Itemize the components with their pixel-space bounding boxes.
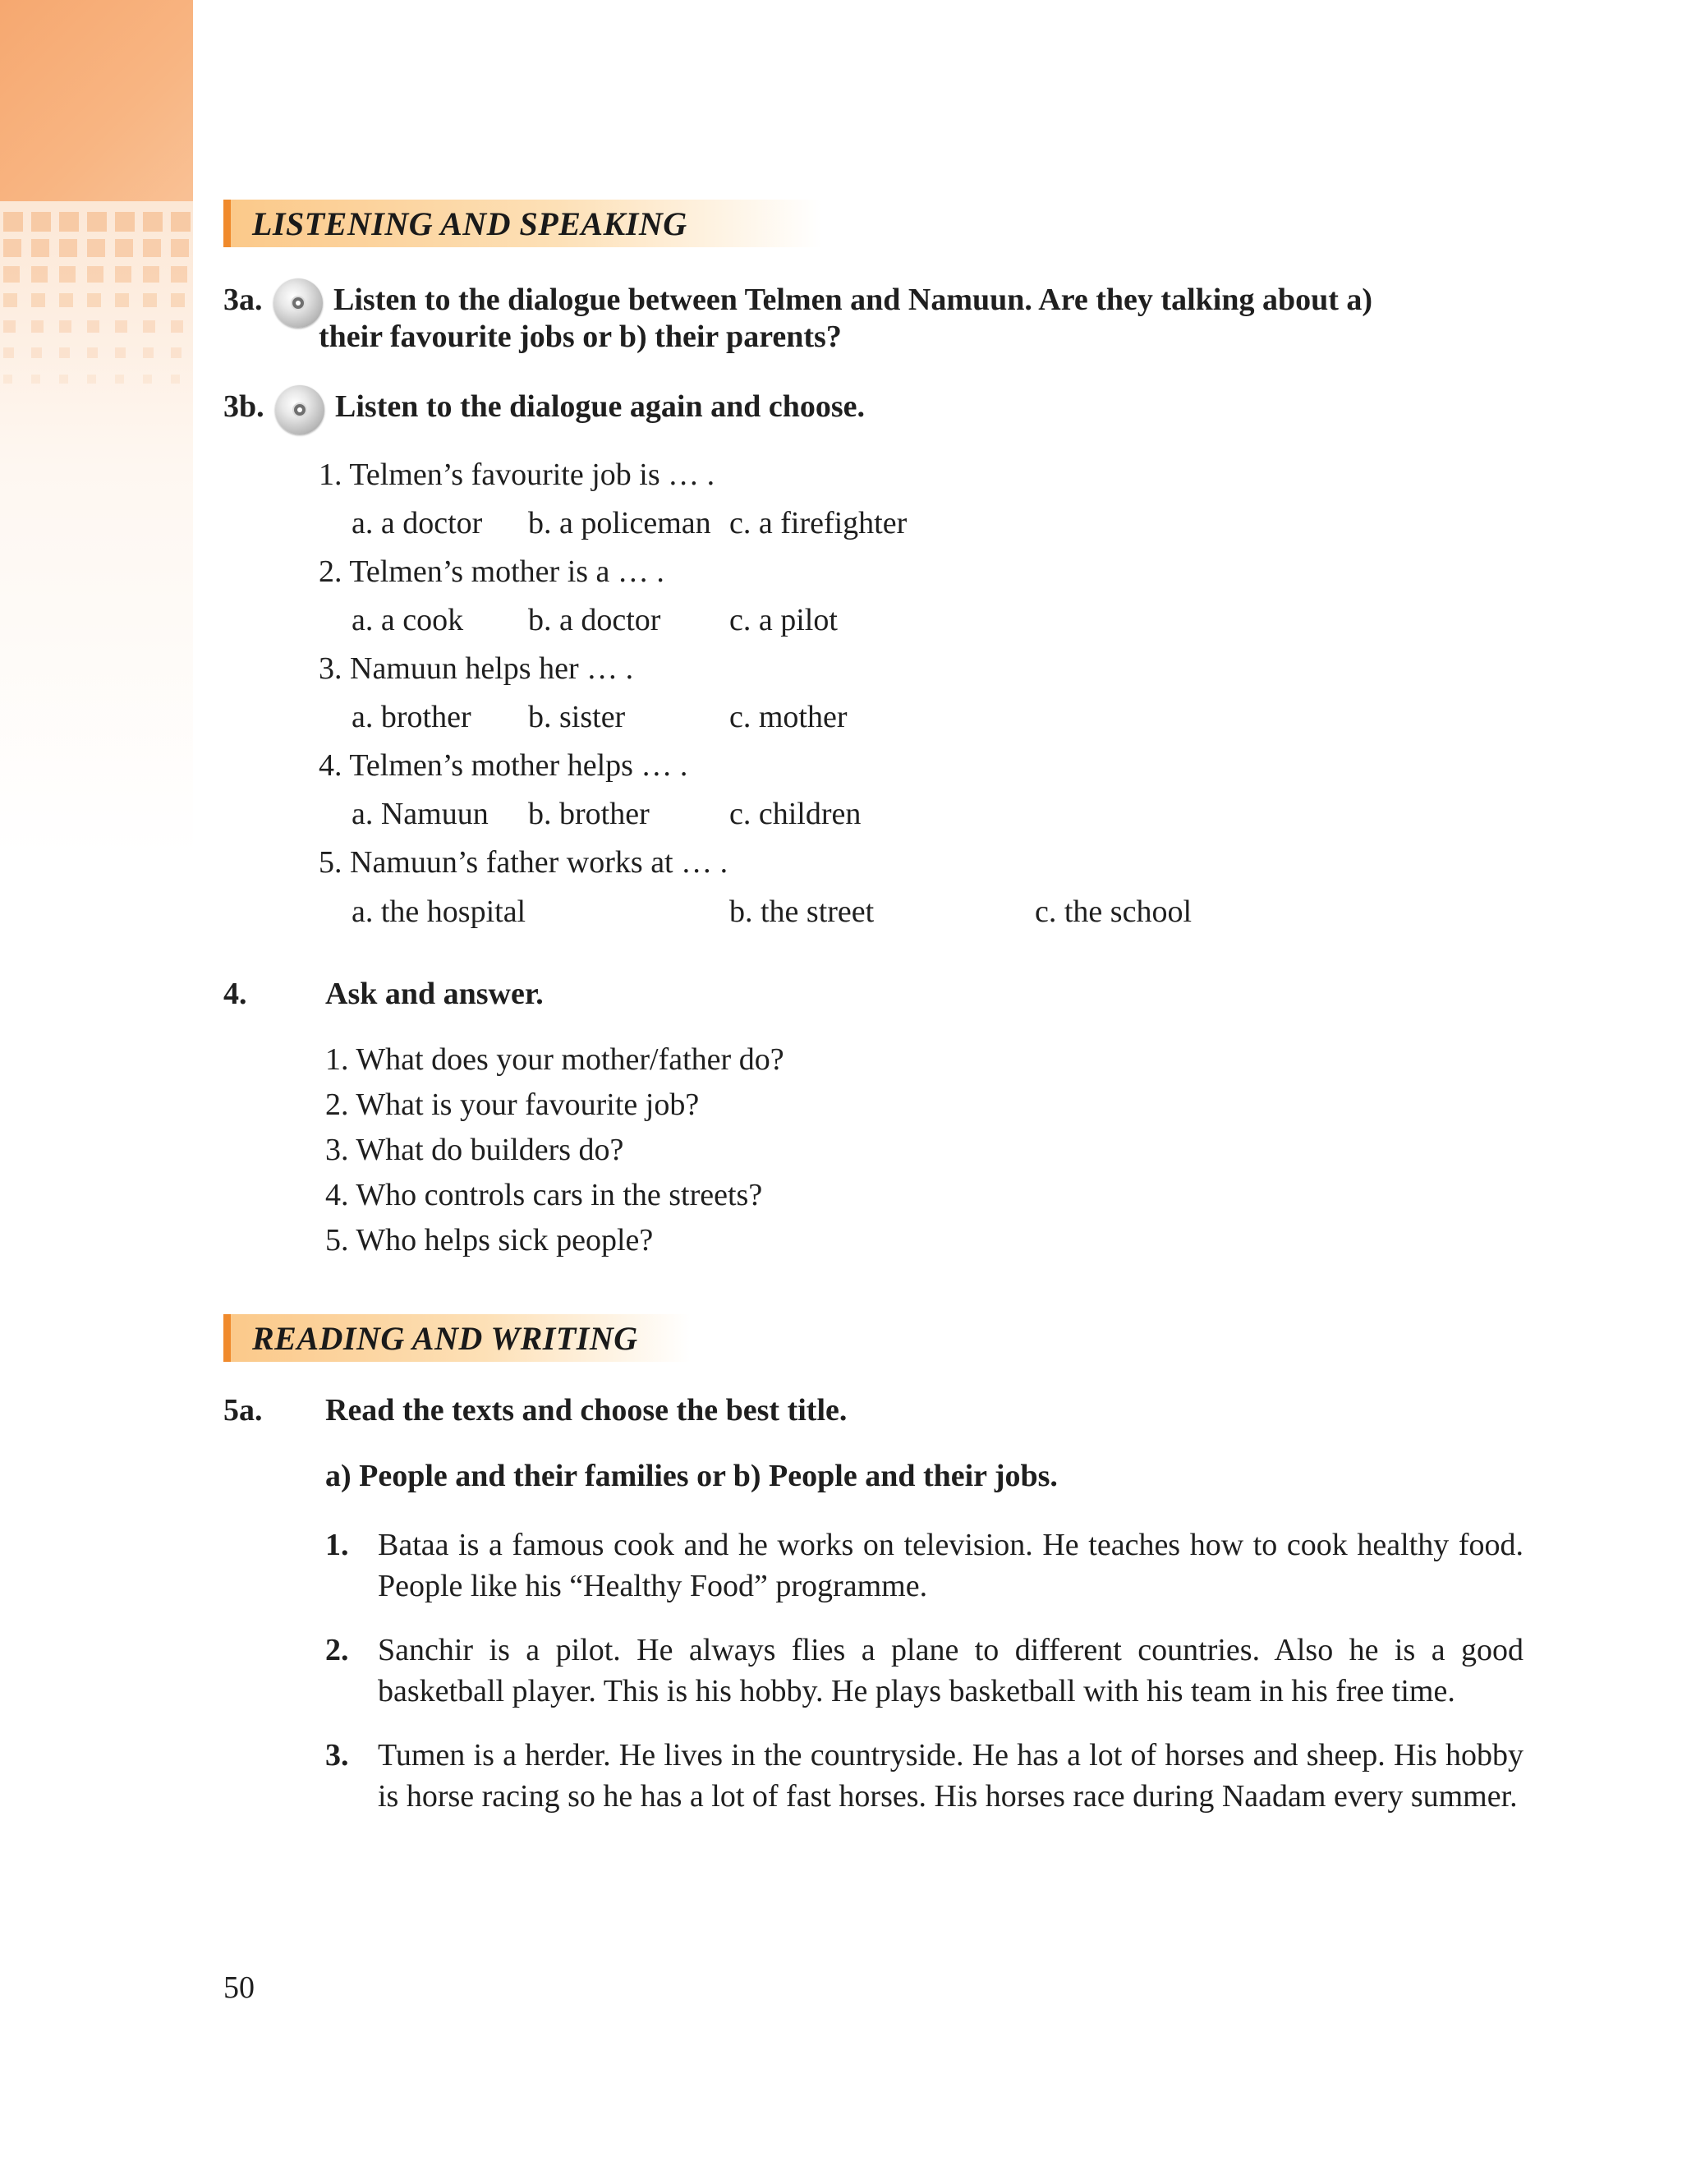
option-3b: b. sister [528,700,626,734]
decorative-square [171,212,191,232]
exercise-5a-title-options: a) People and their families or b) People and their jobs. [325,1459,1058,1493]
decorative-square [115,239,133,257]
decorative-square [115,293,129,307]
decorative-square [87,266,103,283]
decorative-square [59,347,70,358]
option-2a: a. a cook [352,603,464,637]
option-1b: b. a policeman [528,506,711,540]
text-2-number: 2. [325,1633,349,1667]
decorative-square [31,266,48,283]
exercise-3a-number: 3a. [223,283,263,317]
decorative-square [115,266,131,283]
decorative-square [3,239,21,257]
decorative-square [59,239,77,257]
ask-question-4: 4. Who controls cars in the streets? [325,1178,763,1212]
reading-text-1: Bataa is a famous cook and he works on television. He teaches how to cook healthy food. People like his “Healthy Food” programme. [378,1528,1523,1603]
exercise-4-instruction: Ask and answer. [325,977,544,1011]
option-1c: c. a firefighter [729,506,908,540]
decorative-square [87,293,101,307]
decorative-square [171,347,182,358]
decorative-square [87,239,105,257]
decorative-square [143,266,159,283]
decorative-square [59,375,68,384]
option-5b: b. the street [729,894,875,929]
question-4: 4. Telmen’s mother helps … . [319,748,688,783]
option-5c: c. the school [1035,894,1193,929]
decorative-square [87,320,99,333]
decorative-square [115,320,127,333]
decorative-square [59,212,79,232]
decorative-square [3,347,14,358]
decorative-square [3,320,16,333]
decorative-square [171,239,189,257]
decorative-square [31,293,45,307]
decorative-square [143,293,157,307]
reading-text-2: Sanchir is a pilot. He always flies a plane to different countries. Also he is a good basketball player. This is his hobby. He plays basketball with his team in his free time. [378,1633,1523,1708]
ask-question-1: 1. What does your mother/father do? [325,1042,784,1077]
decorative-square [3,293,17,307]
decorative-square [87,375,96,384]
decorative-square [31,212,51,232]
question-3: 3. Namuun helps her … . [319,651,634,686]
decorative-square [3,266,20,283]
option-4b: b. brother [528,797,650,831]
decorative-square [3,212,23,232]
question-2: 2. Telmen’s mother is a … . [319,554,664,589]
decorative-square [59,266,76,283]
decorative-square [171,266,187,283]
exercise-4-number: 4. [223,977,247,1011]
decorative-square [171,375,180,384]
ask-question-5: 5. Who helps sick people? [325,1223,654,1258]
text-3-number: 3. [325,1738,349,1772]
question-1: 1. Telmen’s favourite job is … . [319,457,715,492]
decorative-square [31,239,49,257]
exercise-5a-number: 5a. [223,1393,263,1428]
decorative-square [115,212,135,232]
decorative-square [31,347,42,358]
option-5a: a. the hospital [352,894,526,929]
option-2b: b. a doctor [528,603,661,637]
option-1a: a. a doctor [352,506,483,540]
option-3c: c. mother [729,700,848,734]
decorative-square [143,375,152,384]
decorative-square [143,347,154,358]
option-2c: c. a pilot [729,603,838,637]
audio-cd-icon[interactable] [273,278,323,328]
decorative-square [87,212,107,232]
option-4c: c. children [729,797,862,831]
section-title-listening: LISTENING AND SPEAKING [252,205,687,242]
decorative-square [59,293,73,307]
exercise-3a-instruction-line2: their favourite jobs or b) their parents? [319,320,842,354]
decorative-square [31,320,44,333]
option-3a: a. brother [352,700,471,734]
decorative-square [59,320,71,333]
audio-cd-icon[interactable] [275,385,324,435]
exercise-5a-instruction: Read the texts and choose the best title. [325,1393,848,1428]
page-number: 50 [223,1970,255,2005]
decorative-square [171,320,183,333]
exercise-3b-instruction: Listen to the dialogue again and choose. [335,389,866,424]
decorative-square [143,239,161,257]
decorative-square [31,375,40,384]
decorative-square [171,293,185,307]
section-header-reading [223,1314,691,1362]
decorative-square [143,212,163,232]
section-title-reading: READING AND WRITING [252,1320,638,1357]
question-5: 5. Namuun’s father works at … . [319,845,728,880]
decorative-square [115,375,124,384]
decorative-side-block [0,0,193,201]
decorative-square [87,347,98,358]
reading-text-3: Tumen is a herder. He lives in the countryside. He has a lot of horses and sheep. His hobby is horse racing so he has a lot of fast horses. His horses race during Naadam every summer. [378,1738,1523,1814]
decorative-square [115,347,126,358]
ask-question-3: 3. What do builders do? [325,1133,624,1167]
option-4a: a. Namuun [352,797,489,831]
decorative-square [3,375,12,384]
exercise-3b-number: 3b. [223,389,264,424]
text-1-number: 1. [325,1528,349,1562]
exercise-3a-instruction-line1: Listen to the dialogue between Telmen and Namuun. Are they talking about a) [333,283,1373,317]
decorative-square [143,320,155,333]
section-header-listening [223,200,822,247]
ask-question-2: 2. What is your favourite job? [325,1087,700,1122]
